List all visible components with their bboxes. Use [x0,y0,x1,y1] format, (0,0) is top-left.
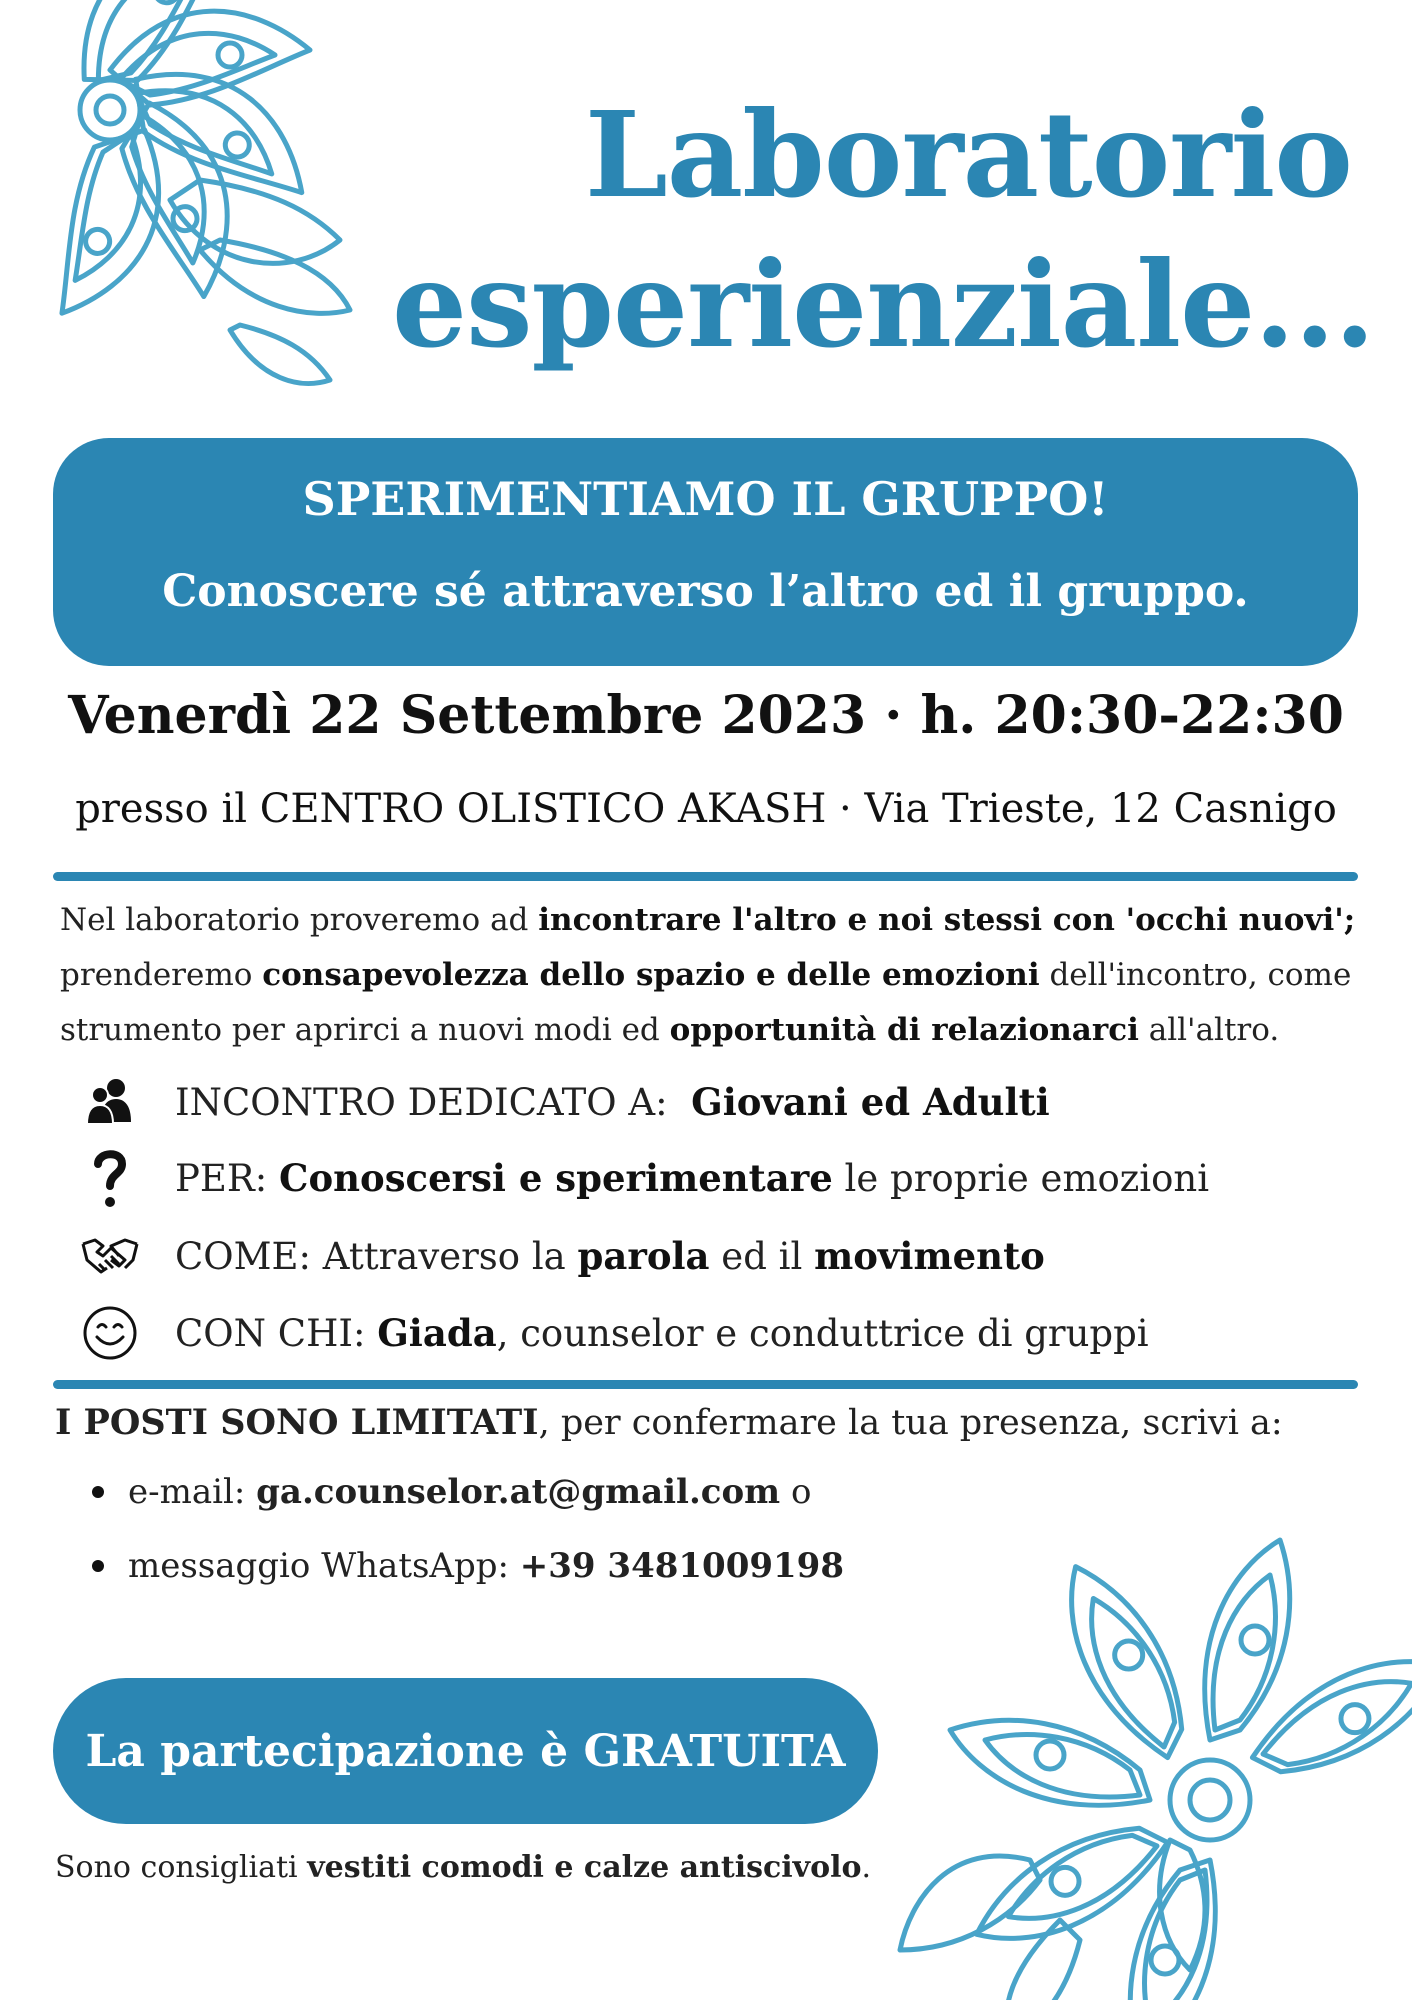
whatsapp-number[interactable]: +39 3481009198 [519,1546,844,1586]
email-address[interactable]: ga.counselor.at@gmail.com [256,1472,781,1512]
title-line-2: esperienziale... [392,235,1375,374]
detail-purpose-rest: le proprie emozioni [832,1156,1210,1200]
email-suffix: o [780,1472,812,1512]
detail-facilitator-name: Giada [377,1311,497,1355]
intro-bold-1: incontrare l'altro e noi stessi con 'occhi nuovi'; [538,902,1356,938]
detail-method-movement: movimento [814,1234,1045,1278]
whatsapp-label: messaggio WhatsApp: [128,1546,520,1586]
people-icon [75,1072,145,1132]
smiley-icon [75,1303,145,1363]
note-text: Sono consigliati [55,1850,308,1885]
question-mark-icon [75,1148,145,1208]
divider-top [53,872,1358,881]
event-date: Venerdì 22 Settembre 2023 · h. 20:30-22:30 [68,685,1344,746]
free-participation-badge: La partecipazione è GRATUITA [53,1678,878,1824]
detail-method-label: COME: Attraverso la [175,1234,578,1278]
clothing-note [55,1850,871,1885]
banner-subheading: Conoscere sé attraverso l’altro ed il gruppo. [162,566,1249,617]
booking-notice [55,1402,1283,1443]
booking-text: , per confermare la tua presenza, scrivi a: [538,1403,1283,1443]
booking-limited: I POSTI SONO LIMITATI [55,1402,539,1443]
intro-paragraph [60,893,1360,1058]
contact-whatsapp [92,1546,844,1586]
event-venue: presso il CENTRO OLISTICO AKASH · Via Trieste, 12 Casnigo [75,786,1337,832]
headline-banner [53,438,1358,666]
banner-heading: SPERIMENTIAMO IL GRUPPO! [302,472,1109,526]
divider-bottom [53,1380,1358,1389]
detail-purpose-value: Conoscersi e sperimentare [279,1156,833,1200]
note-bold: vestiti comodi e calze antiscivolo [307,1850,862,1885]
detail-method-word: parola [577,1234,710,1278]
intro-text-4: all'altro. [1138,1012,1280,1048]
detail-facilitator-label: CON CHI: [175,1311,378,1355]
detail-audience-label: INCONTRO DEDICATO A: [175,1080,692,1124]
intro-text-3: dell'incontro, come strumento per aprirci a nuovi modi ed [60,957,1352,1048]
bullet-icon [92,1560,104,1572]
intro-bold-2: consapevolezza dello spazio e delle emozioni [262,957,1040,993]
mandala-decoration-top-left [0,0,400,400]
detail-audience-value: Giovani ed Adulti [691,1080,1050,1124]
detail-audience [75,1072,1050,1132]
bullet-icon [92,1486,104,1498]
contact-email [92,1472,811,1512]
mandala-decoration-bottom-right [880,1440,1412,2000]
detail-method-mid: ed il [709,1234,815,1278]
detail-facilitator [75,1303,1149,1363]
page-title [392,80,1375,380]
handshake-icon [75,1226,145,1286]
note-end: . [861,1850,872,1885]
intro-bold-3: opportunità di relazionarci [669,1012,1139,1048]
detail-facilitator-rest: , counselor e conduttrice di gruppi [496,1311,1149,1355]
detail-purpose-label: PER: [175,1156,279,1200]
detail-purpose [75,1148,1209,1208]
title-line-1: Laboratorio [584,85,1352,224]
intro-text-1: Nel laboratorio proveremo ad [60,902,539,938]
detail-method [75,1226,1045,1286]
email-label: e-mail: [128,1472,257,1512]
intro-text-2: prenderemo [60,957,263,993]
